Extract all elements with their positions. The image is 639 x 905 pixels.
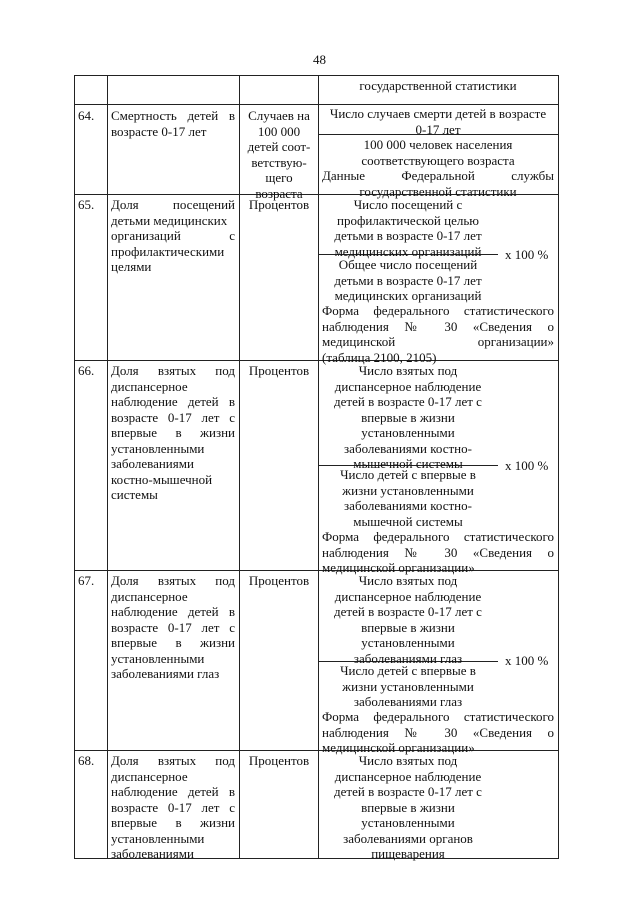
formula-numerator: Число взятых под диспансерное наблюдение детей в возрасте 0-17 лет с впервые в жизни установленными заболеваниями глаз <box>334 573 482 666</box>
formula-denominator: Общее число посещений детьми в возрасте 0-17 лет медицинских организаций <box>334 257 482 303</box>
indicator-name: Доля взятых под диспансерное наблюдение детей в возрасте 0-17 лет с впервые в жизни установленными заболеваниями костно-мышечной системы <box>111 363 235 502</box>
unit-cell: Процентов <box>248 573 310 588</box>
formula-numerator: Число взятых под диспансерное наблюдение детей в возрасте 0-17 лет с впервые в жизни установленными заболеваниями костно- мышечной системы <box>334 363 482 471</box>
multiplier-label: x 100 % <box>505 653 549 668</box>
formula-numerator: Число случаев смерти детей в возрасте 0-17 лет <box>329 106 547 137</box>
indicator-name: Доля посещений детьми медицинских организаций с профилактическими целями <box>111 197 235 274</box>
data-source: Форма федерального статистического наблюдения № 30 «Сведения о медицинской организации» (таблица 2100, 2105) <box>322 303 554 365</box>
row-number: 65. <box>78 197 95 212</box>
row-number: 66. <box>78 363 95 378</box>
formula-denominator: Число детей с впервые в жизни установленными заболеваниями костно- мышечной системы <box>340 467 476 529</box>
indicator-name: Смертность детей в возрасте 0-17 лет <box>111 108 235 139</box>
unit-cell: Процентов <box>248 197 310 212</box>
data-source: Данные Федеральной службы государственной статистики <box>322 168 554 199</box>
unit-cell: Процентов <box>248 753 310 768</box>
unit-cell: Случаев на 100 000 детей соот- ветствую- щего возраста <box>247 108 311 201</box>
formula-denominator: 100 000 человек населения соответствующего возраста <box>361 137 515 168</box>
continuation-text: государственной статистики <box>359 78 517 93</box>
row-number: 67. <box>78 573 95 588</box>
indicator-name: Доля взятых под диспансерное наблюдение детей в возрасте 0-17 лет с впервые в жизни установленными заболеваниями <box>111 753 235 861</box>
multiplier-label: x 100 % <box>505 247 549 262</box>
data-source: Форма федерального статистического наблюдения № 30 «Сведения о медицинской организации» <box>322 709 554 755</box>
multiplier-label: x 100 % <box>505 458 549 473</box>
unit-cell: Процентов <box>248 363 310 378</box>
data-source: Форма федерального статистического наблюдения № 30 «Сведения о медицинской организации» <box>322 529 554 575</box>
indicator-name: Доля взятых под диспансерное наблюдение детей в возрасте 0-17 лет с впервые в жизни установленными заболеваниями глаз <box>111 573 235 681</box>
row-number: 68. <box>78 753 95 768</box>
page-number: 48 <box>313 52 326 67</box>
row-number: 64. <box>78 108 95 123</box>
formula-denominator: Число детей с впервые в жизни установленными заболеваниями глаз <box>340 663 476 709</box>
formula-numerator: Число взятых под диспансерное наблюдение детей в возрасте 0-17 лет с впервые в жизни установленными заболеваниями органов пищеварения <box>334 753 482 861</box>
formula-numerator: Число посещений с профилактической целью детьми в возрасте 0-17 лет медицинских организаций <box>334 197 482 259</box>
